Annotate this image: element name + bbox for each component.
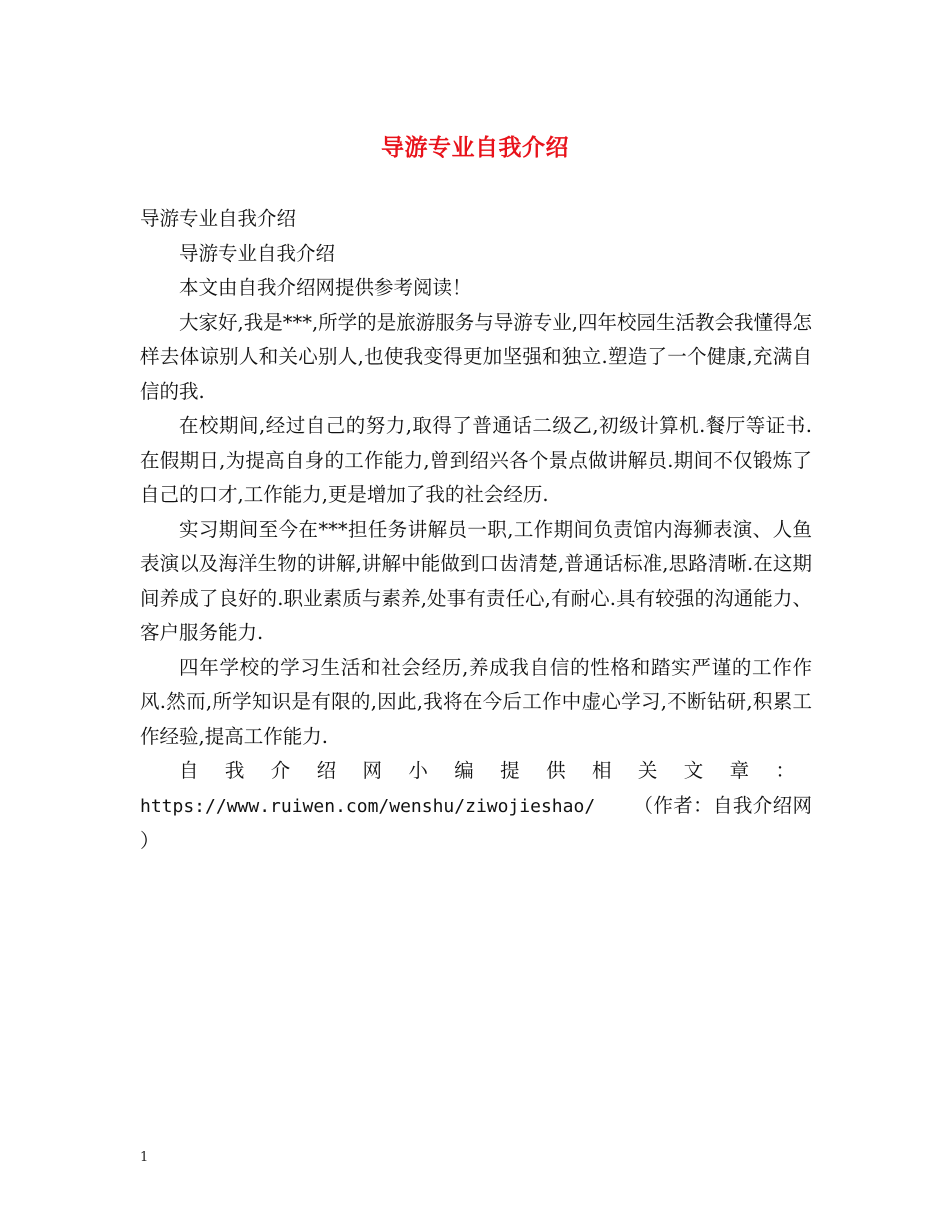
related-articles-label [140, 754, 812, 789]
page-number: 1 [140, 1150, 149, 1165]
author-note: （作者：自我介绍网 ） [140, 793, 812, 852]
document-body [140, 202, 812, 859]
paragraph-4: 四年学校的学习生活和社会经历,养成我自信的性格和踏实严谨的工作作风.然而,所学知识是有限的,因此,我将在今后工作中虚心学习,不断钻研,积累工作经验,提高工作能力. [140, 655, 812, 748]
paragraph-2: 在校期间,经过自己的努力,取得了普通话二级乙,初级计算机.餐厅等证书.在假期日,为提高自身的工作能力,曾到绍兴各个景点做讲解员.期间不仅锻炼了自己的口才,工作能力,更是增加了我的社会经历. [140, 414, 812, 506]
related-article-link[interactable]: https://www.ruiwen.com/wenshu/ziwojieshao/ [140, 795, 596, 817]
paragraph-3: 实习期间至今在***担任务讲解员一职,工作期间负责馆内海狮表演、人鱼表演以及海洋生物的讲解,讲解中能做到口齿清楚,普通话标准,思路清晰.在这期间养成了良好的.职业素质与素养,处事有责任心,有耐心.具有较强的沟通能力、客户服务能力. [140, 517, 812, 644]
paragraph-1: 大家好,我是***,所学的是旅游服务与导游专业,四年校园生活教会我懂得怎样去体谅别人和关心别人,也使我变得更加坚强和独立.塑造了一个健康,充满自信的我. [140, 310, 812, 403]
related-label-text: 自我介绍网小编提供相关文章： [179, 759, 812, 782]
subheading-line: 导游专业自我介绍 [179, 241, 336, 265]
heading-line: 导游专业自我介绍 [140, 207, 297, 230]
related-link-line [140, 789, 812, 859]
document-title: 导游专业自我介绍 [381, 135, 569, 161]
intro-line: 本文由自我介绍网提供参考阅读！ [179, 276, 472, 299]
